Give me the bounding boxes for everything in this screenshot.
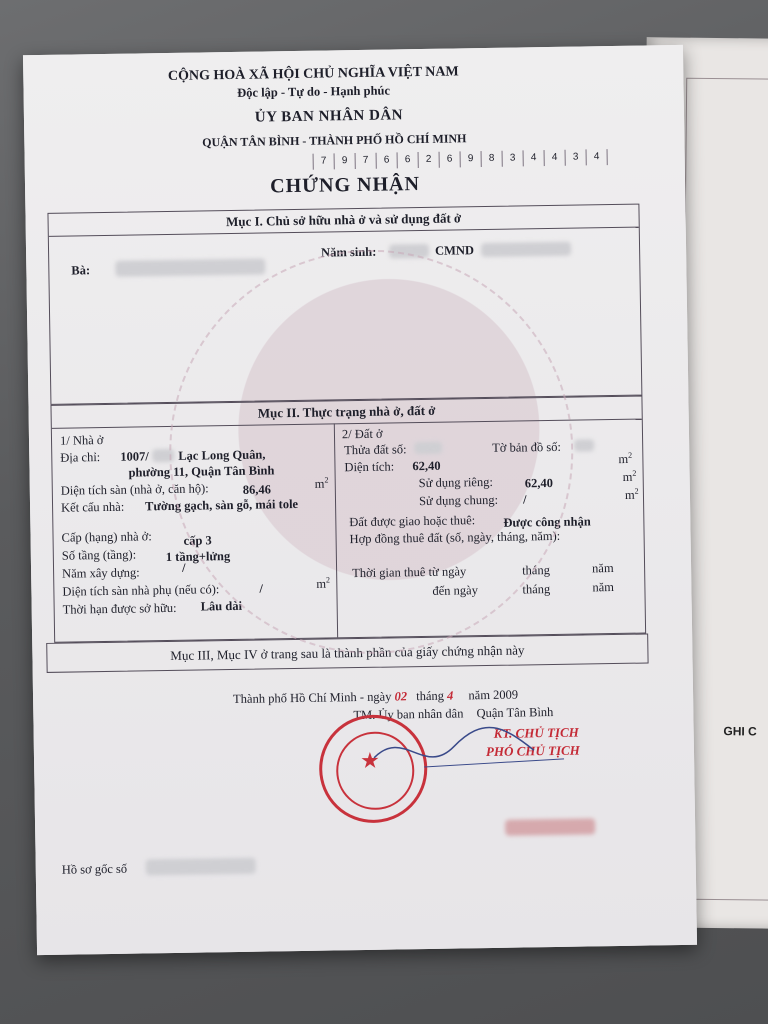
ownership-term-label: Thời hạn được sở hữu: <box>62 600 177 617</box>
serial-digit: 4 <box>524 150 545 166</box>
address-label: Địa chỉ: <box>60 450 101 465</box>
serial-digit: 7 <box>313 153 335 169</box>
shared-use-label: Sử dụng chung: <box>418 492 499 509</box>
aux-area-value: / <box>259 581 263 596</box>
seal-star-icon: ★ <box>359 747 381 774</box>
property-section-title: Mục II. Thực trạng nhà ở, đất ở <box>257 402 436 421</box>
lease-to-month: tháng <box>522 582 551 597</box>
records-number-label: Hồ sơ gốc số <box>61 861 128 877</box>
allocation-value: Được công nhận <box>503 514 591 530</box>
serial-digit: 3 <box>566 149 587 165</box>
signing-place-date: Thành phố Hồ Chí Minh - ngày 02 tháng 4 năm 2009 <box>233 687 519 707</box>
land-area-value: 62,40 <box>412 458 441 474</box>
lease-from-year: năm <box>591 561 614 576</box>
signer-position-2: PHÓ CHỦ TỊCH <box>485 742 580 760</box>
private-use-value: 62,40 <box>524 475 553 491</box>
parcel-number-redacted <box>414 442 442 454</box>
serial-digit: 4 <box>587 149 608 165</box>
private-use-unit: $m^2$ <box>622 468 637 485</box>
address-number-redacted <box>152 449 174 462</box>
serial-digit: 6 <box>440 151 461 167</box>
certificate-page <box>23 45 697 955</box>
birth-year-redacted <box>389 244 429 259</box>
floors-value: 1 tầng+lửng <box>165 549 231 565</box>
serial-digit: 4 <box>545 150 566 166</box>
signer-position-1: KT. CHỦ TỊCH <box>493 724 579 741</box>
land-area-label: Diện tích: <box>344 459 395 475</box>
aux-area-label: Diện tích sàn nhà phụ (nếu có): <box>62 582 220 599</box>
shared-use-unit: $m^2$ <box>624 486 639 502</box>
grade-value: cấp 3 <box>183 533 212 548</box>
serial-digit: 8 <box>482 151 503 167</box>
aux-area-unit: $m^2$ <box>316 575 331 591</box>
next-page-section-label: GHI C <box>723 724 757 739</box>
floor-area-unit: $m^2$ <box>314 475 329 491</box>
column-divider <box>334 423 338 637</box>
country-name: CỘNG HOÀ XÃ HỘI CHỦ NGHĨA VIỆT NAM <box>167 64 459 84</box>
lease-from-month: tháng <box>522 563 551 578</box>
lease-to-year: năm <box>592 580 615 595</box>
lease-from-label: Thời gian thuê từ ngày <box>352 564 467 581</box>
structure-label: Kết cấu nhà: <box>60 499 125 515</box>
birth-year-label: Năm sinh: <box>320 244 377 260</box>
serial-number <box>313 149 608 170</box>
id-label: CMND <box>434 243 475 258</box>
property-section <box>50 396 646 643</box>
serial-digit: 3 <box>503 150 524 166</box>
land-heading: 2/ Đất ở <box>341 426 383 442</box>
on-behalf-line: TM. Ủy ban nhân dân Quận Tân Bình <box>353 704 554 723</box>
id-number-redacted <box>481 242 571 257</box>
serial-digit: 6 <box>398 152 419 168</box>
map-sheet-redacted <box>574 439 594 451</box>
private-use-label: Sử dụng riêng: <box>418 474 493 491</box>
parcel-label: Thửa đất số: <box>344 442 407 458</box>
shared-use-value: / <box>522 492 527 507</box>
land-area-unit: $m^2$ <box>618 450 633 467</box>
owner-section <box>47 204 642 405</box>
owner-label: Bà: <box>71 263 91 278</box>
continuation-note: Mục III, Mục IV ở trang sau là thành phần của giấy chứng nhận này <box>170 642 525 663</box>
address-ward: phường 11, Quận Tân Bình <box>128 463 275 480</box>
year-built-value: / <box>181 560 186 575</box>
owner-section-title: Mục I. Chủ sở hữu nhà ở và sử dụng đất ở <box>225 210 462 230</box>
house-heading: 1/ Nhà ở <box>59 433 104 448</box>
document-title: CHỨNG NHẬN <box>269 173 421 198</box>
address-number: 1007/ <box>120 449 149 464</box>
allocation-label: Đất được giao hoặc thuê: <box>349 513 476 530</box>
structure-value: Tường gạch, sàn gỗ, mái tole <box>144 496 299 514</box>
serial-digit: 2 <box>419 152 440 168</box>
floors-label: Số tầng (tầng): <box>61 547 137 563</box>
grade-label: Cấp (hạng) nhà ở: <box>61 529 152 545</box>
records-number-redacted <box>146 858 256 876</box>
ownership-term-value: Lâu dài <box>200 598 243 614</box>
serial-digit: 9 <box>461 151 482 167</box>
year-built-label: Năm xây dựng: <box>62 565 140 581</box>
floor-area-label: Diện tích sàn (nhà ở, căn hộ): <box>60 481 209 498</box>
address-street: Lạc Long Quân, <box>178 447 266 463</box>
serial-digit: 6 <box>377 152 398 168</box>
floor-area-value: 86,46 <box>242 482 272 497</box>
serial-digit: 7 <box>356 153 377 169</box>
serial-digit: 9 <box>335 153 356 169</box>
lease-to-label: đến ngày <box>432 583 479 598</box>
issuing-authority: ỦY BAN NHÂN DÂN <box>254 107 404 126</box>
lease-contract-label: Hợp đồng thuê đất (số, ngày, tháng, năm): <box>349 528 561 547</box>
owner-name-redacted <box>115 258 265 276</box>
national-motto: Độc lập - Tự do - Hạnh phúc <box>237 83 391 100</box>
district-name: QUẬN TÂN BÌNH - THÀNH PHỐ HỒ CHÍ MINH <box>202 131 467 150</box>
map-sheet-label: Tờ bản đồ số: <box>492 439 562 455</box>
signature-mark <box>363 715 564 778</box>
signer-name-redacted <box>505 818 595 835</box>
